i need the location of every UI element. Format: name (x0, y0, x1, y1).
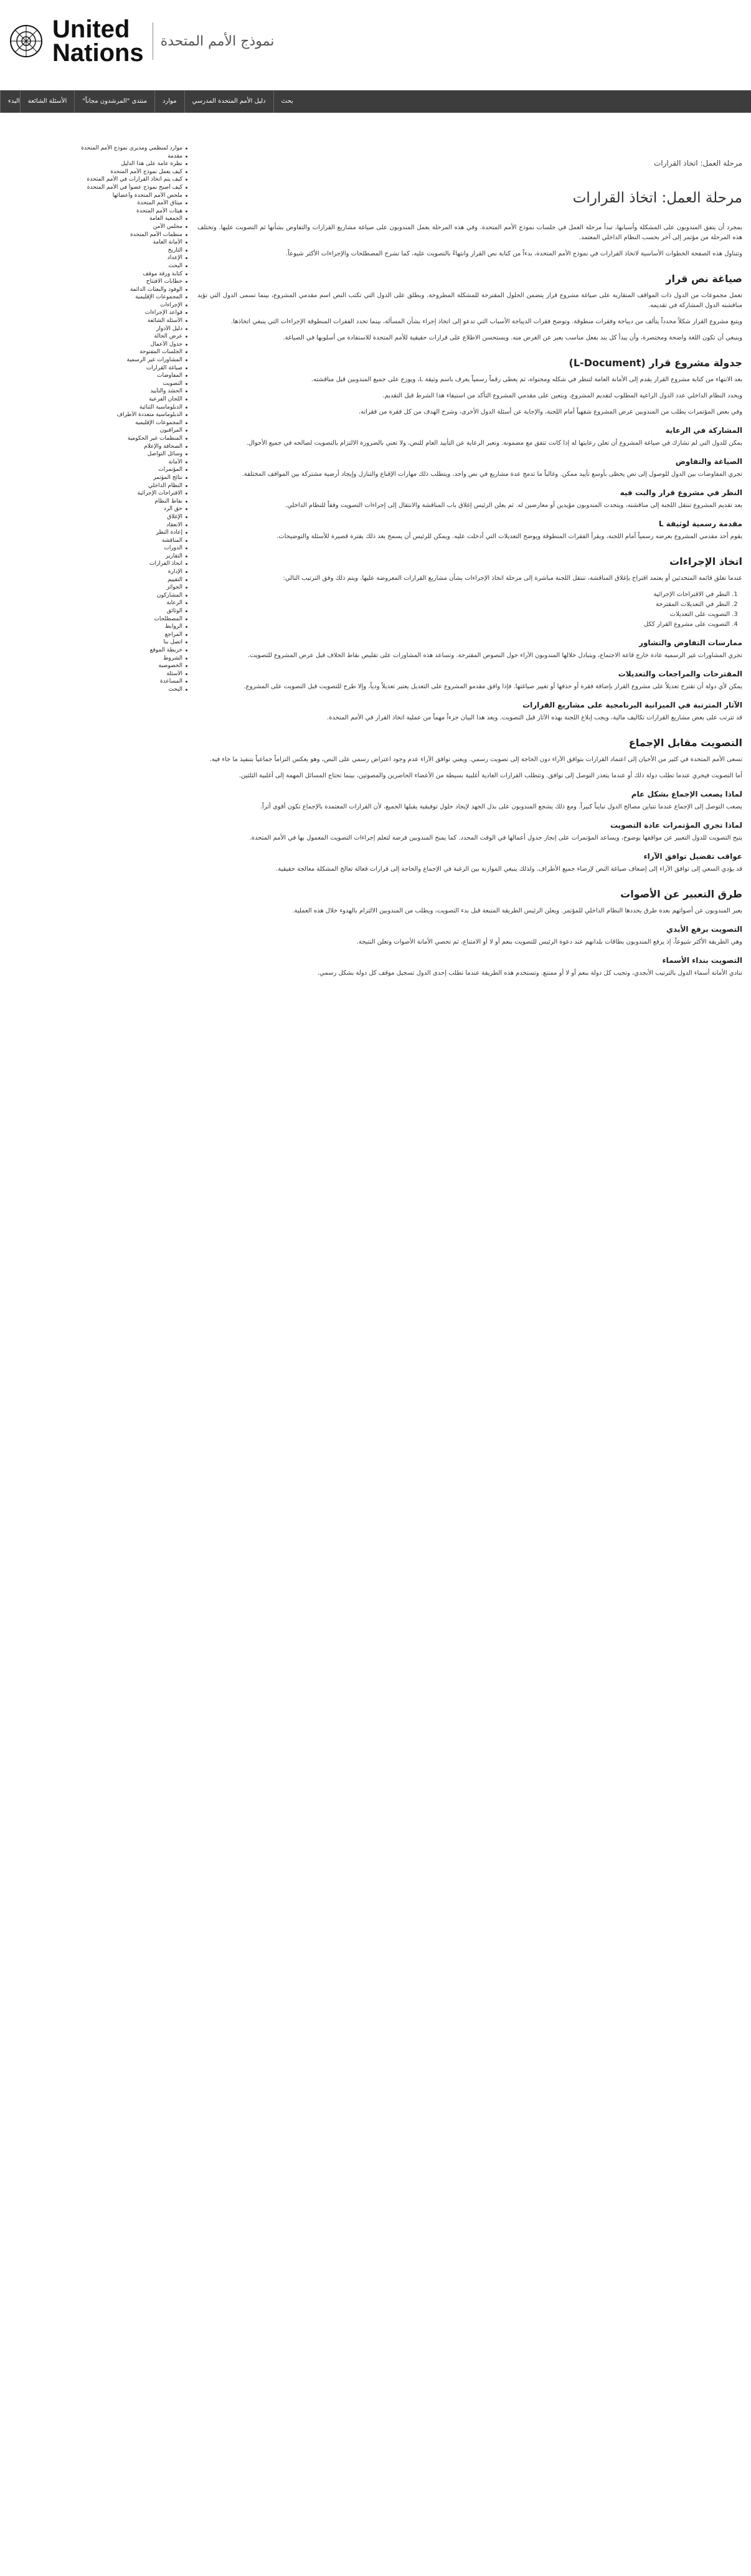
sidebar-item[interactable]: نتائج المؤتمر (60, 474, 187, 482)
sidebar-item[interactable]: الخصوصية (60, 662, 187, 670)
subsection-heading: التصويت بنداء الأسماء (662, 956, 742, 965)
intro-paragraph: وتتناول هذه الصفحة الخطوات الأساسية لاتخاذ القرارات في نموذج الأمم المتحدة، بدءاً من كتابة نص القرار وانتهاءً بالتصويت عليه، كما تشرح المصطلحات والإجراءات الأكثر شيوعاً. (285, 250, 742, 257)
un-emblem-icon (9, 24, 44, 59)
sidebar-item[interactable]: الجوائز (60, 584, 187, 592)
sidebar-item[interactable]: المناقشة (60, 537, 187, 545)
nav-item-faq[interactable]: الأسئلة الشائعة (20, 90, 75, 113)
nav-item-forum[interactable]: منتدى "المرشدون مجاناً" (74, 90, 154, 113)
section-heading: جدولة مشروع قرار (L-Document) (569, 357, 742, 369)
sidebar-item[interactable]: البحث (60, 686, 187, 694)
sidebar-item[interactable]: الإغلاق (60, 513, 187, 521)
sidebar-item[interactable]: الأمانة العامة (60, 239, 187, 247)
sidebar-item[interactable]: دليل الأدوار (60, 325, 187, 333)
subsection-heading: عواقب تفضيل توافق الآراء (643, 852, 742, 861)
subsection-paragraph: قد يؤدي السعي إلى توافق الآراء إلى إضعاف صياغة النص لإرضاء جميع الأطراف. ولذلك ينبغي الموازنة بين الرغبة في الإجماع والحاجة إلى قرارات فعالة تعالج المشكلة معالجة حقيقية. (276, 866, 742, 873)
sidebar-item[interactable]: ملخص الأمم المتحدة وأعضائها (60, 192, 187, 200)
sidebar-item[interactable]: اللجان الفرعية (60, 395, 187, 404)
subsection-paragraph: يمكن لأي دولة أن تقترح تعديلاً على مشروع القرار بإضافة فقرة أو حذفها أو تغيير صياغتها. فإذا وافق مقدمو المشروع على التعديل يعتبر تعديلاً ودياً، وإلا طرح للتصويت قبل التصويت على المشروع. (243, 683, 742, 690)
sidebar-item[interactable]: الشروط (60, 655, 187, 663)
sidebar-item[interactable]: اتصل بنا (60, 638, 187, 646)
sidebar-item[interactable]: المنظمات غير الحكومية (60, 435, 187, 443)
section-paragraph: وفي بعض المؤتمرات يطلب من المندوبين عرض المشروع شفهياً أمام اللجنة، والإجابة عن أسئلة الدول الأخرى، وشرح الهدف من كل فقرة من فقراته. (358, 409, 742, 415)
section-paragraph: ويتبع مشروع القرار شكلاً محدداً يتألف من ديباجة وفقرات منطوقة. وتوضح فقرات الديباجة الأسباب التي تدعو إلى اتخاذ إجراء بشأن المسألة، بينما تحدد الفقرات المنطوقة الإجراءات التي ينبغي اتخاذها. (231, 318, 742, 325)
section-paragraph: بعد الانتهاء من كتابة مشروع القرار يقدم إلى الأمانة العامة لتنظر في شكله ومحتواه، ثم يعطى رقماً رسمياً يعرف باسم وثيقة L، ويوزع على جميع المندوبين قبل مناقشته. (311, 376, 742, 383)
sidebar-item[interactable]: كيف يعمل نموذج الأمم المتحدة (60, 168, 187, 176)
main-content (197, 223, 742, 985)
sidebar-item[interactable]: كيف أصبح نموذج عضواً في الأمم المتحدة (60, 184, 187, 192)
sidebar-item[interactable]: الإجراءات (60, 301, 187, 310)
sidebar-item[interactable]: منظمات الأمم المتحدة (60, 231, 187, 239)
sidebar-item[interactable]: الحشد والتأييد (60, 387, 187, 395)
site-name: نموذج الأمم المتحدة (160, 33, 275, 49)
sidebar-item[interactable]: الرعاية (60, 599, 187, 607)
sidebar-item[interactable]: النظام الداخلي (60, 482, 187, 490)
page-title: مرحلة العمل: اتخاذ القرارات (572, 190, 742, 206)
sidebar-item[interactable]: المجموعات الإقليمية (60, 293, 187, 301)
breadcrumb[interactable]: مرحلة العمل: اتخاذ القرارات (653, 159, 742, 168)
sidebar-item[interactable]: الأسئلة الشائعة (60, 317, 187, 325)
subsection-heading: لماذا تجري المؤتمرات عادة التصويت (610, 821, 742, 830)
sidebar-item[interactable]: إعادة النظر (60, 529, 187, 537)
sidebar-item[interactable]: التاريخ (60, 247, 187, 255)
sidebar-nav (60, 144, 187, 694)
subsection-paragraph: يقوم أحد مقدمي المشروع بعرضه رسمياً أمام اللجنة، ويقرأ الفقرات المنطوقة ويوضح التعديلات التي أدخلت عليه. ويمكن للرئيس أن يسمح بعد ذلك بفترة قصيرة للأسئلة والتوضيحات. (276, 533, 742, 540)
step-item: 4. التصويت على مشروع القرار ككل (197, 620, 730, 630)
sidebar-item[interactable]: التقارير (60, 552, 187, 561)
nav-item-getting-started[interactable]: البدء (0, 90, 20, 113)
logo[interactable] (9, 17, 274, 65)
site-header (0, 0, 751, 90)
sidebar-item[interactable]: المصطلحات (60, 615, 187, 623)
sidebar-item[interactable]: كتابة ورقة موقف (60, 270, 187, 278)
sidebar-item[interactable]: المشاورات غير الرسمية (60, 356, 187, 364)
step-item: 3. التصويت على التعديلات (197, 610, 730, 620)
section-heading: اتخاذ الإجراءات (669, 556, 742, 567)
sidebar-item[interactable]: المراجع (60, 631, 187, 639)
intro-paragraph: بمجرد أن يتفق المندوبون على المشكلة وأسبابها، تبدأ مرحلة العمل في جلسات نموذج الأمم المتحدة. وفي هذه المرحلة يعمل المندوبون على صياغة مشاريع القرارات والتفاوض بشأنها ثم التصويت عليها. وتختلف هذه المرحلة من مؤتمر إلى آخر بحسب النظام الداخلي المعتمد. (197, 224, 742, 241)
sidebar-item[interactable]: المساعدة (60, 678, 187, 686)
section-paragraph: تسعى الأمم المتحدة في كثير من الأحيان إلى اعتماد القرارات بتوافق الآراء دون الحاجة إلى تصويت رسمي. ويعني توافق الآراء عدم وجود اعتراض رسمي على النص، وهو يعكس التزاماً جماعياً بتنفيذ ما جاء فيه. (209, 756, 742, 763)
section-paragraph: تعمل مجموعات من الدول ذات المواقف المتقاربة على صياغة مشروع قرار يتضمن الحلول المقترحة للمشكلة المطروحة. ويطلق على الدول التي تكتب النص اسم مقدمي المشروع، بينما تسمى الدول التي تؤيد مناقشته الدول المشاركة في تقديمه. (197, 292, 742, 309)
sidebar-item[interactable]: وسائل التواصل (60, 450, 187, 458)
sidebar-item[interactable]: حق الرد (60, 505, 187, 513)
sidebar-item[interactable]: التصويت (60, 380, 187, 388)
subsection-heading: المقترحات والمراجعات والتعديلات (618, 670, 742, 678)
sidebar-item[interactable]: هيئات الأمم المتحدة (60, 207, 187, 215)
sidebar-item[interactable]: نظرة عامة على هذا الدليل (60, 160, 187, 168)
section-heading: صياغة نص قرار (666, 273, 742, 285)
sidebar-item[interactable]: الدبلوماسية متعددة الأطراف (60, 411, 187, 419)
section-paragraph: وينبغي أن تكون اللغة واضحة ومختصرة، وأن يبدأ كل بند بفعل مناسب يعبر عن الغرض منه. ويستحسن الاطلاع على قرارات حقيقية للأمم المتحدة للاستفادة من أسلوبها في الصياغة. (283, 334, 742, 341)
subsection-heading: ممارسات التفاوض والتشاور (639, 638, 742, 647)
sidebar-item[interactable]: الإدارة (60, 568, 187, 576)
sidebar-item[interactable]: الدبلوماسية الثنائية (60, 404, 187, 412)
section-heading: طرق التعبير عن الأصوات (620, 888, 742, 900)
sidebar-item[interactable]: الدورات (60, 544, 187, 552)
sidebar-item[interactable]: خطابات الافتتاح (60, 278, 187, 286)
sidebar-item[interactable]: الأمانة (60, 458, 187, 466)
section-paragraph: أما التصويت فيجري عندما تطلب دولة ذلك أو عندما يتعذر التوصل إلى توافق. وتتطلب القرارات العادية أغلبية بسيطة من الأعضاء الحاضرين والمصوتين، بينما تحتاج المسائل المهمة إلى أغلبية الثلثين. (239, 772, 742, 779)
subsection-paragraph: يتيح التصويت للدول التعبير عن مواقفها بوضوح، ويساعد المؤتمرات على إنجاز جدول أعمالها في الوقت المحدد. كما يمنح المندوبين فرصة لتعلم إجراءات التصويت المعمول بها في الأمم المتحدة. (249, 835, 742, 841)
subsection-heading: لماذا يصعب الإجماع بشكل عام (631, 790, 742, 798)
subsection-paragraph: تنادي الأمانة أسماء الدول بالترتيب الأبجدي، وتجيب كل دولة بنعم أو لا أو ممتنع. وتستخدم هذه الطريقة عندما تطلب إحدى الدول تسجيل موقف كل دولة بشكل رسمي. (317, 970, 742, 977)
sidebar-item[interactable]: المفاوضات (60, 372, 187, 380)
sidebar-list (60, 144, 187, 694)
sidebar-item[interactable]: الاقتراحات الإجرائية (60, 490, 187, 498)
nav-item-search[interactable]: بحث (273, 90, 301, 113)
sidebar-item[interactable]: المجموعات الإقليمية (60, 419, 187, 427)
section-heading: التصويت مقابل الإجماع (628, 737, 742, 749)
sidebar-item[interactable]: الأسئلة (60, 670, 187, 678)
nav-item-school-guide[interactable]: دليل الأمم المتحدة المدرسي (184, 90, 273, 113)
section-paragraph: ويحدد النظام الداخلي عدد الدول الراعية المطلوب لتقديم المشروع، ويتعين على مقدمي المشروع التأكد من استيفاء هذا الشرط قبل التقديم. (382, 392, 742, 399)
sidebar-item[interactable]: موارد لمنظمي ومديري نموذج الأمم المتحدة (60, 144, 187, 153)
subsection-paragraph: وهي الطريقة الأكثر شيوعاً، إذ يرفع المندوبون بطاقات بلدانهم عند دعوة الرئيس للتصويت بنعم أو لا أو الامتناع، ثم تحصي الأمانة الأصوات وتعلن النتيجة. (356, 939, 742, 945)
sidebar-item[interactable]: خريطة الموقع (60, 646, 187, 655)
nav-item-resources[interactable]: موارد (154, 90, 184, 113)
sidebar-item[interactable]: الصحافة والإعلام (60, 443, 187, 451)
sidebar-item[interactable]: مجلس الأمن (60, 223, 187, 231)
sidebar-item[interactable]: جدول الأعمال (60, 341, 187, 349)
subsection-paragraph: تجري المفاوضات بين الدول للوصول إلى نص يحظى بأوسع تأييد ممكن. وغالباً ما تدمج عدة مشاريع في نص واحد، ويتطلب ذلك مهارات الإقناع والتنازل وإيجاد أرضية مشتركة بين المواقف المختلفة. (242, 471, 742, 478)
sidebar-item[interactable]: البحث (60, 262, 187, 270)
sidebar-item[interactable]: المشاركون (60, 592, 187, 600)
sidebar-item[interactable]: الإعداد (60, 254, 187, 262)
main-nav (0, 90, 751, 113)
sidebar-item[interactable]: قواعد الإجراءات (60, 309, 187, 317)
step-item: 1. النظر في الاقتراحات الإجرائية (197, 590, 730, 600)
subsection-heading: المشاركة في الرعاية (665, 426, 742, 435)
step-item: 2. النظر في التعديلات المقترحة (197, 600, 730, 610)
sidebar-item[interactable]: الوثائق (60, 607, 187, 615)
sidebar-item[interactable]: الجمعية العامة (60, 215, 187, 223)
sidebar-item[interactable]: نقاط النظام (60, 498, 187, 506)
sidebar-item[interactable]: المراقبون (60, 427, 187, 435)
subsection-heading: مقدمة رسمية لوثيقة L (658, 519, 742, 528)
subsection-paragraph: بعد تقديم المشروع تنتقل اللجنة إلى مناقشته، ويتحدث المندوبون مؤيدين أو معارضين له. ثم يعلن الرئيس إغلاق باب المناقشة والانتقال إلى إجراءات التصويت وفقاً للنظام الداخلي. (285, 502, 742, 509)
subsection-heading: النظر في مشروع قرار والبت فيه (620, 488, 742, 497)
sidebar-item[interactable]: الروابط (60, 623, 187, 631)
sidebar-item[interactable]: التقييم (60, 576, 187, 584)
sidebar-item[interactable]: صياغة القرارات (60, 364, 187, 372)
subsection-paragraph: يصعب التوصل إلى الإجماع عندما تتباين مصالح الدول تبايناً كبيراً. ومع ذلك يشجع المندوبون على بذل الجهد لإيجاد حلول توفيقية يقبلها الجميع، لأن القرارات المعتمدة بالإجماع تكون أقوى أثراً. (260, 803, 742, 810)
subsection-heading: الصياغة والتفاوض (675, 457, 742, 466)
subsection-paragraph: يمكن للدول التي لم تشارك في صياغة المشروع أن تعلن رعايتها له إذا كانت تتفق مع مضمونه. وتعبر الرعاية عن التأييد العام للنص، ولا تعني بالضرورة الالتزام بالتصويت لصالحه في جميع الأحوال. (246, 440, 742, 447)
sidebar-item[interactable]: عرض الحالة (60, 333, 187, 341)
sidebar-item[interactable]: اتخاذ القرارات (60, 560, 187, 568)
sidebar-item[interactable]: الانعقاد (60, 521, 187, 529)
org-name-line2: Nations (52, 39, 144, 67)
sidebar-item[interactable]: مقدمة (60, 153, 187, 161)
section-paragraph: يعبر المندوبون عن أصواتهم بعدة طرق يحددها النظام الداخلي للمؤتمر. ويعلن الرئيس الطريقة المتبعة قبل بدء التصويت، ويطلب من المندوبين الالتزام بالهدوء خلال هذه العملية. (292, 907, 742, 914)
sidebar-item[interactable]: ميثاق الأمم المتحدة (60, 199, 187, 207)
sidebar-item[interactable]: المؤتمرات (60, 466, 187, 474)
sidebar-item[interactable]: الجلسات المفتوحة (60, 348, 187, 356)
section-paragraph: عندما تغلق قائمة المتحدثين أو يعتمد اقتراح بإغلاق المناقشة، تنتقل اللجنة مباشرة إلى مرحلة اتخاذ الإجراءات بشأن مشاريع القرارات المعروضة عليها. ويتم ذلك وفق الترتيب التالي: (283, 575, 742, 582)
org-name-line1: United (52, 16, 130, 43)
steps-list (197, 590, 742, 630)
org-name (52, 17, 144, 65)
subsection-paragraph: تجري المشاورات غير الرسمية عادة خارج قاعة الاجتماع، ويتبادل خلالها المندوبون الآراء حول النصوص المقترحة. وتساعد هذه المشاورات على تقليص نقاط الخلاف قبل عرض المشروع للتصويت. (247, 652, 742, 659)
sidebar-item[interactable]: كيف يتم اتخاذ القرارات في الأمم المتحدة (60, 176, 187, 184)
subsection-paragraph: قد تترتب على بعض مشاريع القرارات تكاليف مالية، ويجب إبلاغ اللجنة بهذه الآثار قبل التصويت. ويعد هذا البيان جزءاً مهماً من عملية اتخاذ القرار في الأمم المتحدة. (326, 714, 742, 721)
subsection-heading: التصويت برفع الأيدي (666, 925, 742, 934)
subsection-heading: الآثار المترتبة في الميزانية البرنامجية على مشاريع القرارات (522, 701, 742, 709)
sidebar-item[interactable]: الوفود والبعثات الدائمة (60, 286, 187, 294)
